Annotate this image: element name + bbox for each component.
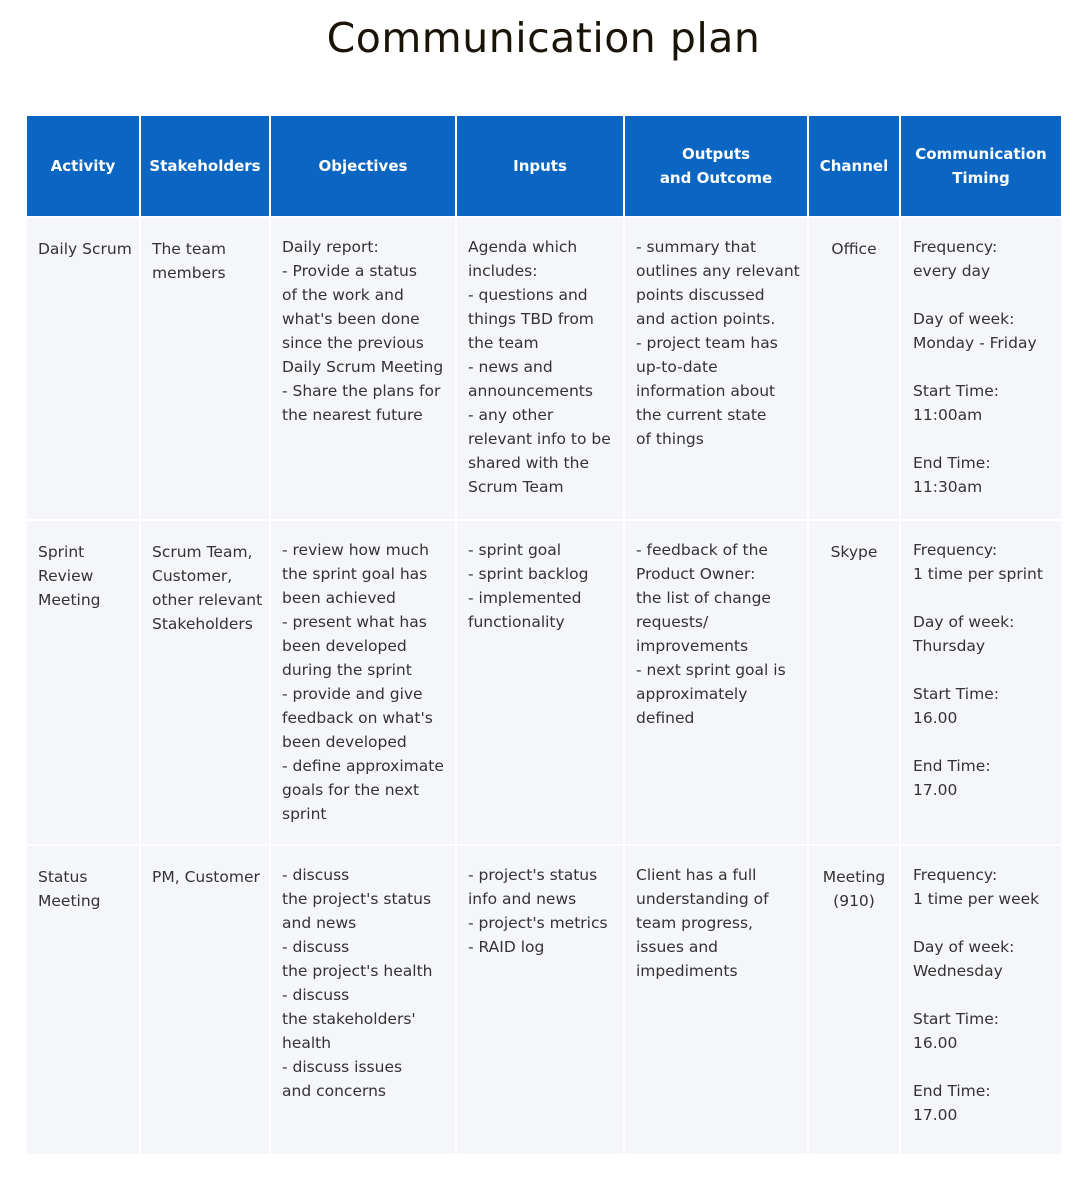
outputs-cell: [624, 845, 808, 1155]
page-title: Communication plan: [326, 14, 761, 62]
inputs-text: - sprint goal - sprint backlog - implemented functionality: [468, 541, 589, 631]
objectives-text: - review how much the sprint goal has been achieved - present what has been developed during the sprint - provide and give feedback on what's been developed - define approximate goals for the next sprint: [282, 541, 444, 823]
table-row: [27, 520, 1061, 845]
channel-text: Skype: [830, 543, 878, 561]
channel-cell: [808, 217, 900, 520]
column-header-objectives: [270, 116, 456, 217]
outputs-text: Client has a full understanding of team progress, issues and impediments: [636, 866, 769, 980]
header-label: Channel: [819, 157, 889, 175]
activity-cell: [27, 845, 140, 1155]
header-label: Inputs: [513, 157, 567, 175]
timing-text: Frequency: 1 time per sprint Day of week: Thursday Start Time: 16.00 End Time: 17.00: [913, 541, 1043, 799]
inputs-text: - project's status info and news - project's metrics - RAID log: [468, 866, 608, 956]
column-header-inputs: [456, 116, 624, 217]
stakeholders-text: Scrum Team, Customer, other relevant Stakeholders: [152, 543, 263, 633]
activity-cell: [27, 217, 140, 520]
header-label: Objectives: [318, 157, 408, 175]
column-header-timing: [900, 116, 1061, 217]
channel-cell: [808, 520, 900, 845]
column-header-outputs: [624, 116, 808, 217]
timing-cell: [900, 845, 1061, 1155]
timing-cell: [900, 217, 1061, 520]
objectives-cell: [270, 520, 456, 845]
channel-text: Office: [831, 240, 877, 258]
inputs-cell: [456, 217, 624, 520]
table-header-row: [27, 116, 1061, 217]
activity-cell: [27, 520, 140, 845]
inputs-cell: [456, 845, 624, 1155]
stakeholders-text: The team members: [152, 240, 226, 282]
column-header-stakeholders: [140, 116, 270, 217]
stakeholders-cell: [140, 520, 270, 845]
outputs-cell: [624, 217, 808, 520]
inputs-cell: [456, 520, 624, 845]
table-row: [27, 845, 1061, 1155]
header-label: Stakeholders: [149, 157, 261, 175]
communication-plan-table: [27, 116, 1061, 1156]
timing-text: Frequency: every day Day of week: Monday - Friday Start Time: 11:00am End Time: 11:30am: [913, 238, 1037, 496]
objectives-text: Daily report: - Provide a status of the work and what's been done since the previous Daily Scrum Meeting - Share the plans for the nearest future: [282, 238, 444, 424]
table-row: [27, 217, 1061, 520]
activity-text: Daily Scrum: [38, 240, 132, 258]
outputs-text: - feedback of the Product Owner: the list of change requests/ improvements - next sprint goal is approximately defined: [636, 541, 786, 727]
header-label: Activity: [50, 157, 116, 175]
outputs-text: - summary that outlines any relevant points discussed and action points. - project team has up-to-date information about the current state of things: [636, 238, 800, 448]
stakeholders-cell: [140, 845, 270, 1155]
objectives-cell: [270, 845, 456, 1155]
stakeholders-text: PM, Customer: [152, 868, 260, 886]
outputs-cell: [624, 520, 808, 845]
header-label: Communication Timing: [915, 145, 1047, 187]
channel-cell: [808, 845, 900, 1155]
column-header-activity: [27, 116, 140, 217]
objectives-cell: [270, 217, 456, 520]
column-header-channel: [808, 116, 900, 217]
channel-text: Meeting (910): [822, 868, 886, 910]
objectives-text: - discuss the project's status and news - discuss the project's health - discuss the stakeholders' health - discuss issues and concerns: [282, 866, 433, 1100]
activity-text: Sprint Review Meeting: [38, 543, 101, 609]
timing-text: Frequency: 1 time per week Day of week: Wednesday Start Time: 16.00 End Time: 17.00: [913, 866, 1040, 1124]
timing-cell: [900, 520, 1061, 845]
header-label: Outputs and Outcome: [659, 145, 773, 187]
activity-text: Status Meeting: [38, 868, 101, 910]
inputs-text: Agenda which includes: - questions and things TBD from the team - news and announcements - any other relevant info to be shared with the Scrum Team: [468, 238, 611, 496]
stakeholders-cell: [140, 217, 270, 520]
